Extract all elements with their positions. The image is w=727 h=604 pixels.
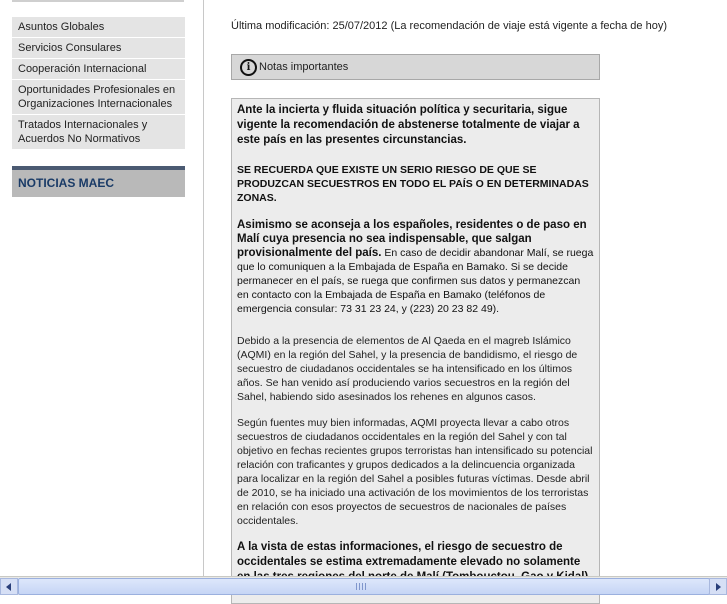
- info-icon: i: [240, 59, 257, 76]
- scrollbar-thumb[interactable]: [18, 578, 710, 595]
- advisory-paragraph-3-bold: Asimismo se aconseja a los españoles, residentes o de paso en Malí cuya presencia no sea indispensable, que salgan provisionalmente del país.: [237, 219, 587, 259]
- main-content: [204, 0, 727, 576]
- sidebar-item-cooperacion-internacional[interactable]: Cooperación Internacional: [12, 59, 185, 80]
- scroll-right-arrow-icon[interactable]: [709, 578, 727, 595]
- scrollbar-grip-icon: [356, 583, 368, 590]
- sidebar-top-divider: [12, 0, 184, 2]
- travel-advisory-box: [231, 98, 600, 604]
- scroll-left-arrow-icon[interactable]: [0, 578, 18, 595]
- news-section-header[interactable]: [12, 166, 185, 197]
- news-heading[interactable]: NOTICIAS MAEC: [18, 176, 114, 190]
- advisory-paragraph-3-regular: En caso de decidir abandonar Malí, se ruega que lo comuniquen a la Embajada de España en Bamako. Si se decide permanecer en el país, se ruega que confirmen sus datos y permanezcan en contacto con la Embajada de España en Bamako (teléfonos de emergencia consular: 73 31 23 24, y (223) 20 23 82 49).: [237, 247, 594, 315]
- last-modified-text: Última modificación: 25/07/2012 (La recomendación de viaje está vigente a fecha de hoy): [231, 20, 667, 32]
- left-sidebar: [0, 0, 204, 576]
- important-notes-label: Notas importantes: [259, 61, 349, 73]
- horizontal-scrollbar[interactable]: [0, 576, 727, 595]
- sidebar-item-servicios-consulares[interactable]: Servicios Consulares: [12, 38, 185, 59]
- sidebar-nav: [12, 17, 185, 150]
- sidebar-item-tratados-internacionales[interactable]: Tratados Internacionales y Acuerdos No Normativos: [12, 115, 185, 150]
- advisory-paragraph-4: Debido a la presencia de elementos de Al Qaeda en el magreb Islámico (AQMI) en la región del Sahel, y la presencia de bandidismo, el riesgo de secuestro de ciudadanos occidentales se ha intensificado en los últimos años. Se han venido así produciendo varios secuestros en la región del Sahel, habiendo sido asesinados los rehenes en algunos casos.: [237, 335, 578, 403]
- important-notes-header: [231, 54, 600, 80]
- advisory-paragraph-2: SE RECUERDA QUE EXISTE UN SERIO RIESGO DE QUE SE PRODUZCAN SECUESTROS EN TODO EL PAÍS O EN DETERMINADAS ZONAS.: [237, 164, 589, 204]
- advisory-paragraph-1: Ante la incierta y fluida situación política y securitaria, sigue vigente la recomendación de abstenerse totalmente de viajar a este país en las presentes circunstancias.: [237, 104, 580, 146]
- advisory-paragraph-3: [237, 218, 594, 316]
- advisory-paragraph-6: A la vista de estas informaciones, el riesgo de secuestro de occidentales se estima extremadamente elevado no solamente: [237, 541, 581, 568]
- advisory-paragraph-5: Según fuentes muy bien informadas, AQMI proyecta llevar a cabo otros secuestros de ciudadanos occidentales en la región del Sahel y con tal objetivo en fechas recientes grupos terroristas han intensificado su potencial relación con traficantes y grupos dedicados a la delincuencia organizada para localizar en la región del Sahel a posibles futuras víctimas. Desde abril de 2010, se ha iniciado una activación de los movimientos de los terroristas en relación con esos proyectos de secuestros de nacionales de países occidentales.: [237, 417, 593, 527]
- sidebar-item-asuntos-globales[interactable]: Asuntos Globales: [12, 17, 185, 38]
- sidebar-item-oportunidades-profesionales[interactable]: Oportunidades Profesionales en Organizaciones Internacionales: [12, 80, 185, 115]
